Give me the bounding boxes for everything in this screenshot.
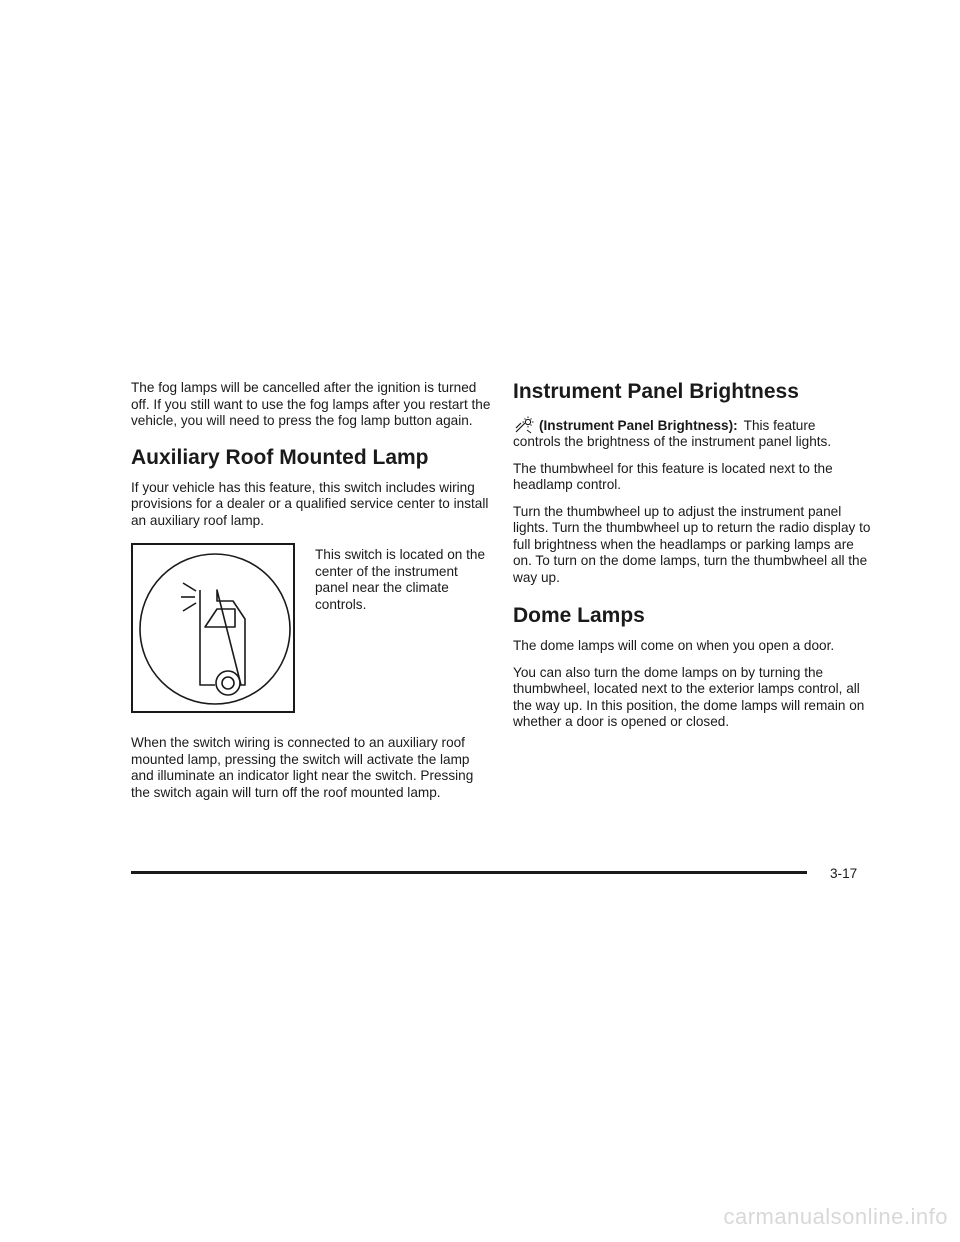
thumbwheel-adjust-paragraph: Turn the thumbwheel up to adjust the instrument panel lights. Turn the thumbwheel up to return the radio display to full brightness when the headlamps or parking lamps are on. To turn on the dome lamps, turn the thumbwheel all the way up. <box>513 503 871 585</box>
watermark: carmanualsonline.info <box>723 1204 948 1229</box>
figure-caption: This switch is located on the center of the instrument panel near the climate controls. <box>315 547 486 612</box>
instrument-panel-brightness-label: (Instrument Panel Brightness): <box>539 417 738 433</box>
dome-lamps-paragraph-1: The dome lamps will come on when you open a door. <box>513 638 835 653</box>
ipb-text-rest: controls the brightness of the instrument panel lights. <box>513 434 832 449</box>
roof-lamp-switch-icon <box>133 545 293 711</box>
fog-lamps-paragraph: The fog lamps will be cancelled after the ignition is turned off. If you still want to use the fog lamps after you restart the vehicle, you will need to press the fog lamp button again. <box>131 380 491 428</box>
dome-lamps-paragraph-2: You can also turn the dome lamps on by turning the thumbwheel, located next to the exterior lamps control, all the way up. In this position, the dome lamps will remain on whether a door is opened or closed. <box>513 664 865 729</box>
right-column <box>513 380 873 731</box>
instrument-panel-brightness-icon <box>513 416 535 434</box>
auxiliary-roof-lamp-paragraph: If your vehicle has this feature, this switch includes wiring provisions for a dealer or a qualified service center to install an auxiliary roof lamp. <box>131 479 489 528</box>
roof-lamp-figure <box>131 543 491 713</box>
auxiliary-roof-lamp-heading: Auxiliary Roof Mounted Lamp <box>131 445 429 469</box>
dome-lamps-heading: Dome Lamps <box>513 604 645 627</box>
switch-wiring-paragraph: When the switch wiring is connected to an auxiliary roof mounted lamp, pressing the switch will activate the lamp and illuminate an indicator light near the switch. Pressing the switch again will turn off the roof mounted lamp. <box>131 735 474 800</box>
footer-rule <box>131 871 807 874</box>
thumbwheel-location-paragraph: The thumbwheel for this feature is located next to the headlamp control. <box>513 460 833 492</box>
instrument-panel-brightness-description <box>513 416 873 451</box>
roof-lamp-switch-illustration <box>131 543 295 713</box>
ipb-text-start: This feature <box>743 417 816 433</box>
left-column <box>131 380 491 801</box>
instrument-panel-brightness-heading: Instrument Panel Brightness <box>513 380 799 403</box>
page-number: 3-17 <box>830 866 858 881</box>
